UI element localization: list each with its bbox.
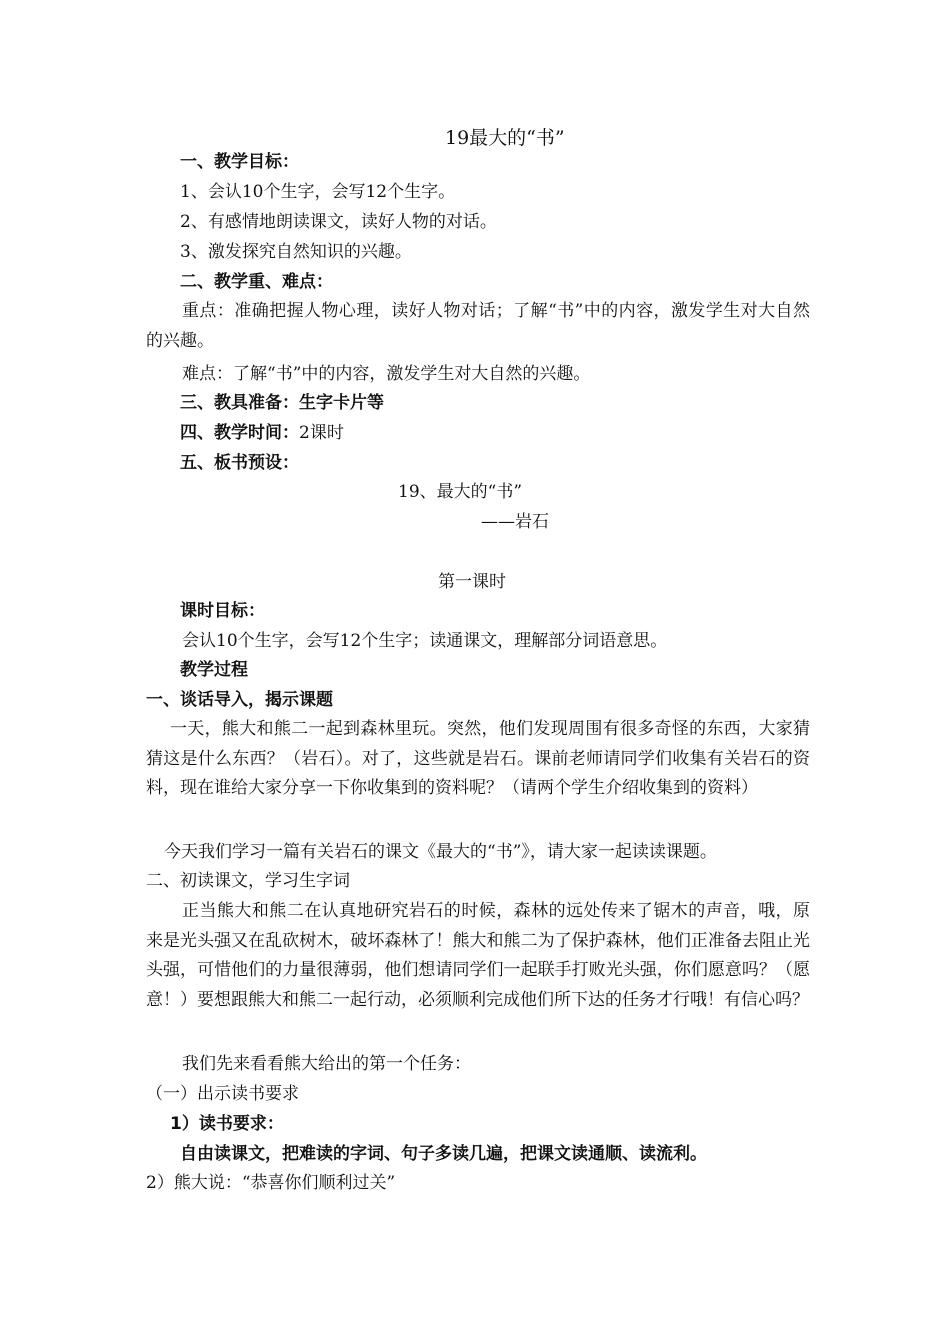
lesson-goal: 会认10个生字，会写12个生字；读通课文，理解部分词语意思。: [182, 631, 668, 651]
part1-paragraph-2: 今天我们学习一篇有关岩石的课文《最大的“书”》，请大家一起读读课题。: [164, 842, 717, 862]
bear-says-line: 2）熊大说：“恭喜你们顺利过关”: [146, 1173, 396, 1193]
lesson-goal-heading: 课时目标：: [180, 601, 265, 621]
part1-paragraph: 一天，熊大和熊二一起到森林里玩。突然，他们发现周围有很多奇怪的东西，大家猜猜这是什么东西？（岩石）。对了，这些就是岩石。课前老师请同学们收集有关岩石的资料，现在谁给大家分享一下你收集到的资料呢？（请两个学生介绍收集到的资料）: [146, 719, 810, 799]
materials-heading: 三、教具准备：: [180, 393, 299, 413]
document-title: 19最大的“书”: [445, 127, 565, 149]
time-line: [180, 421, 344, 445]
time-heading: 四、教学时间：: [180, 423, 299, 443]
objective-item: 3、激发探究自然知识的兴趣。: [180, 242, 412, 262]
board-line-title: 19、最大的“书”: [398, 482, 523, 502]
part1-heading: 一、谈话导入，揭示课题: [146, 690, 333, 710]
difficulty-paragraph: 难点：了解“书”中的内容，激发学生对大自然的兴趣。: [182, 364, 591, 384]
board-line-subtitle: ——岩石: [481, 512, 549, 532]
reading-requirement-heading: 1）读书要求：: [170, 1114, 284, 1134]
time-value: 2课时: [299, 423, 344, 443]
part2-heading: 二、初读课文，学习生字词: [146, 871, 350, 891]
objective-item: 2、有感情地朗读课文，读好人物的对话。: [180, 212, 497, 232]
part2-paragraph: 正当熊大和熊二在认真地研究岩石的时候，森林的远处传来了锯木的声音，哦，原来是光头强又在乱砍树木，破坏森林了！熊大和熊二为了保护森林，他们正准备去阻止光头强，可惜他们的力量很薄弱，他们想请同学们一起联手打败光头强，你们愿意吗？（愿意！）要想跟熊大和熊二一起行动，必须顺利完成他们所下达的任务才行哦！有信心吗？: [146, 901, 810, 1010]
objectives-heading: 一、教学目标：: [180, 152, 299, 172]
lesson-heading: 第一课时: [438, 572, 506, 592]
focus-paragraph: 重点：准确把握人物心理，读好人物对话；了解“书”中的内容，激发学生对大自然的兴趣。: [146, 301, 810, 351]
materials-line: [180, 391, 384, 415]
process-heading: 教学过程: [180, 660, 248, 680]
objective-item: 1、会认10个生字，会写12个生字。: [180, 182, 456, 202]
key-points-heading: 二、教学重、难点：: [180, 272, 333, 292]
subsection-heading: （一）出示读书要求: [146, 1084, 299, 1104]
reading-requirement-text: 自由读课文，把难读的字词、句子多读几遍，把课文读通顺、读流利。: [180, 1144, 707, 1164]
materials-value: 生字卡片等: [299, 393, 384, 413]
board-heading: 五、板书预设：: [180, 453, 299, 473]
part2-paragraph-2: 我们先来看看熊大给出的第一个任务：: [182, 1054, 471, 1074]
